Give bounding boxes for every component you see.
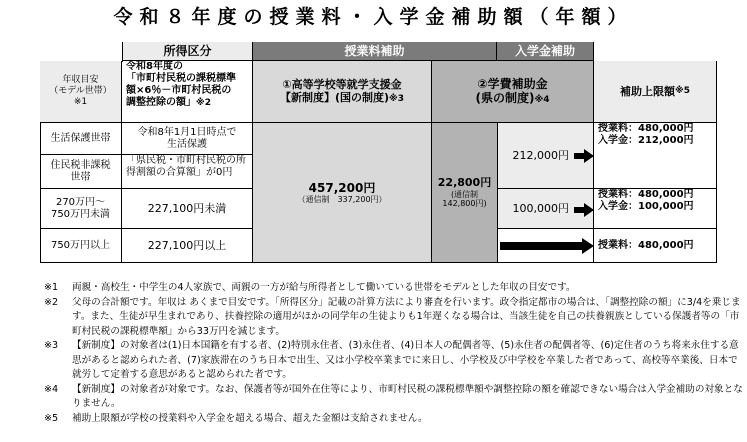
limit-high: 授業料：480,000円 bbox=[594, 229, 717, 263]
row-household-nontaxable: 住民税非課税 世帯 bbox=[40, 155, 122, 189]
header-income-group: 所得区分 bbox=[122, 42, 253, 61]
header-annual-income: 年収目安 （モデル世帯） ※1 bbox=[40, 61, 122, 123]
header-prefectural-support: ②学費補助金 (県の制度)※4 bbox=[432, 61, 594, 123]
footnote-3: ※3 【新制度】の対象者は(1)日本国籍を有する者、(2)特別永住者、(3)永住者、(4)日本人の配偶者等、(5)永住者の配偶者等、(6)定住者のうち将来永住する意思があると認められた者、(7)家族滞在のうち日本で出生、又は小学校卒業までに来日し、小学校及び中学校を卒業した者であって、高校等卒業後、日本で就労して定着する意思があると認められた者です。 bbox=[44, 340, 739, 380]
footnote-5: ※5 補助上限額が学校の授業料や入学金を超える場合、超えた金額は支給されません。 bbox=[44, 412, 428, 424]
page-title: 令和８年度の授業料・入学金補助額（年額） bbox=[113, 6, 634, 28]
limit-low-income: 授業料：480,000円 入学金：212,000円 bbox=[594, 123, 717, 189]
footnote-4: ※4 【新制度】の対象者が対象です。なお、保護者等が国外在住等により、市町村民税の課税標準額や調整控除の額を確認できない場合は入学金補助の対象となりません。 bbox=[44, 383, 743, 409]
row-criteria-high: 227,100円以上 bbox=[122, 229, 253, 263]
row-household-middle: 270万円～ 750万円未満 bbox=[40, 189, 122, 229]
arrow-right-long-icon bbox=[500, 238, 594, 254]
arrow-right-icon bbox=[574, 149, 594, 163]
header-limit: 補助上限額 ※5 bbox=[594, 61, 717, 123]
footnote-1: ※1 両親・高校生・中学生の4人家族で、両親の一方が給与所得者として働いている世帯をモデルとした年収の目安です。 bbox=[44, 282, 576, 293]
footnote-2: ※2 父母の合計額です。年収は あくまで目安です。「所得区分」記載の計算方法により審査を行います。政令指定都市の場合は、「調整控除の額」に3/4を乗じます。また、生徒が早生まれであり、扶養控除の適用がほかの同学年の生徒よりも1年遅くなる場合は、当該生徒を自己の扶養親族としている保護者等の「市町村民税の課税標準額」から33万円を減じます。 bbox=[44, 296, 741, 337]
arrow-right-icon bbox=[574, 203, 594, 217]
admission-amount-middle: 100,000円 bbox=[498, 189, 594, 229]
row-criteria-middle: 227,100円未満 bbox=[122, 189, 253, 229]
row-household-high: 750万円以上 bbox=[40, 229, 122, 263]
national-subsidy-amount: 457,200円 （通信制 337,200円） bbox=[253, 123, 432, 263]
footnotes bbox=[44, 281, 744, 426]
row-criteria-welfare: 令和8年1月1日時点で 生活保護 bbox=[122, 123, 253, 155]
header-tuition-subsidy: 授業料補助 bbox=[253, 42, 497, 61]
row-criteria-nontaxable: 「県民税・市町村民税の所 得割額の合算額」が0円 bbox=[122, 155, 253, 189]
header-national-support: ①高等学校等就学支援金 【新制度】(国の制度)※3 bbox=[253, 61, 432, 123]
header-income-criteria: 令和8年度の 「市町村民税の課税標準 額×6％－市町村民税の 調整控除の額」※2 bbox=[122, 61, 253, 123]
limit-middle: 授業料：480,000円 入学金：100,000円 bbox=[594, 189, 717, 229]
prefectural-subsidy-amount: 22,800円 (通信制 142,800円) bbox=[432, 123, 498, 263]
row-household-welfare: 生活保護世帯 bbox=[40, 123, 122, 155]
admission-amount-low-income: 212,000円 bbox=[498, 123, 594, 189]
header-admission-subsidy: 入学金補助 bbox=[497, 42, 594, 61]
